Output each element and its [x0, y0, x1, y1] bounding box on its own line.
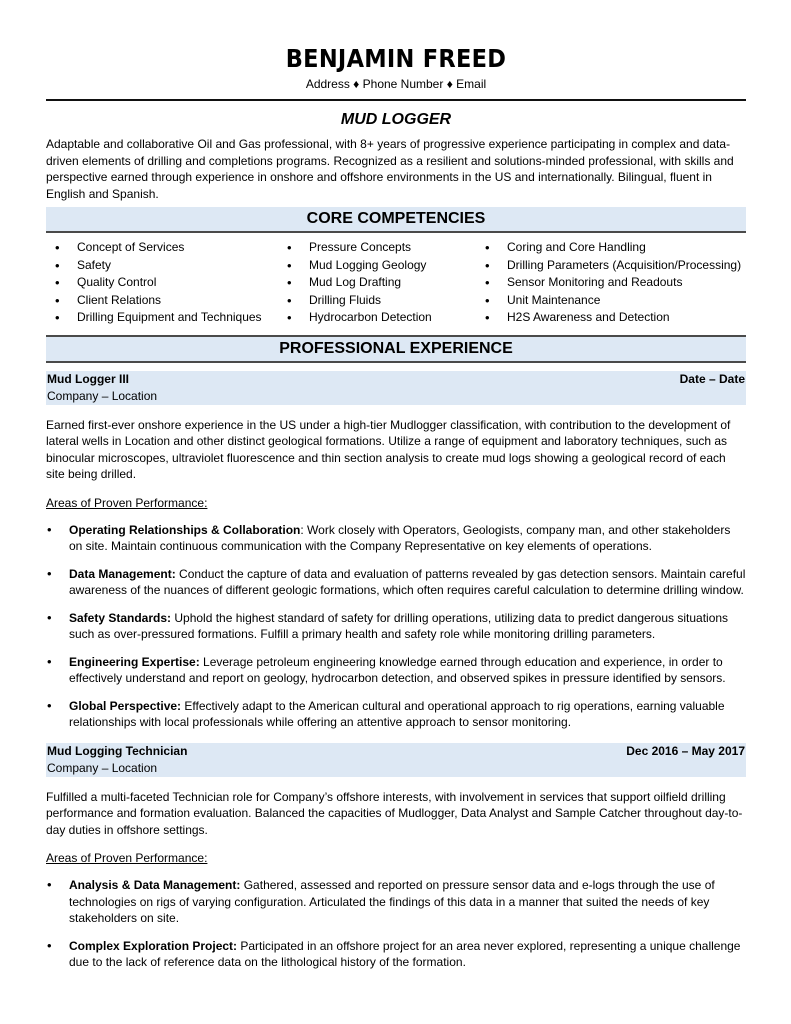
- achievement-heading: Complex Exploration Project:: [69, 938, 238, 953]
- role-description: Earned first-ever onshore experience in the US under a high-tier Mudlogger classification, with contribution to the development of lateral wells in Location and other distinct geological formations. Utilize a range of equipment and laboratory techniques, such as binocular microscopes, ultraviolet fluorescence and thin section analysis to create mud logs showing a geological record of each site being drilled.: [46, 417, 731, 481]
- competencies-column-3: [476, 239, 746, 327]
- competency-item: • Unit Maintenance: [476, 292, 746, 310]
- core-competencies-heading: CORE COMPETENCIES: [46, 207, 746, 233]
- competency-item: • Mud Logging Geology: [278, 257, 476, 275]
- achievement-item: [46, 610, 746, 643]
- competencies-list: [46, 239, 746, 327]
- competency-item: • Client Relations: [46, 292, 278, 310]
- competency-item: • Drilling Equipment and Techniques: [46, 309, 278, 327]
- achievements-list: [46, 522, 746, 731]
- professional-summary: Adaptable and collaborative Oil and Gas professional, with 8+ years of progressive experience participating in complex and data-driven elements of drilling and completions programs. Recognized as a resilient and solutions-minded professional, with skills and perspective earned through experience in onshore and offshore environments in the US and internationally. Bilingual, fluent in English and Spanish.: [46, 137, 734, 201]
- competencies-column-2: [278, 239, 476, 327]
- achievement-item: [46, 698, 746, 731]
- achievement-heading: Global Perspective:: [69, 698, 182, 713]
- competency-item: • Drilling Parameters (Acquisition/Processing): [476, 257, 746, 275]
- achievement-heading: Engineering Expertise:: [69, 654, 200, 669]
- competencies-column-1: [46, 239, 278, 327]
- competency-item: • Hydrocarbon Detection: [278, 309, 476, 327]
- achievement-heading: Data Management:: [69, 566, 176, 581]
- candidate-name: BENJAMIN FREED: [285, 44, 507, 73]
- competency-item: • Mud Log Drafting: [278, 274, 476, 292]
- competency-item: • Drilling Fluids: [278, 292, 476, 310]
- competency-item: • Coring and Core Handling: [476, 239, 746, 257]
- achievement-text: Participated in an offshore project for an area never explored, representing a unique challenge due to the lack of reference data on the lithological history of the formation.: [69, 938, 741, 969]
- competency-item: • Pressure Concepts: [278, 239, 476, 257]
- role-header: [46, 743, 746, 777]
- header-divider: [46, 99, 746, 101]
- achievement-heading: Safety Standards:: [69, 610, 172, 625]
- contact-line: Address ♦ Phone Number ♦ Email: [305, 77, 487, 91]
- achievement-text: Uphold the highest standard of safety for drilling operations, utilizing data to predict dangerous situations such as over-pressured formations. Fulfill a primary health and safety role while monitoring drilling parameters.: [69, 610, 729, 641]
- professional-experience-heading: PROFESSIONAL EXPERIENCE: [46, 335, 746, 363]
- competency-item: • Quality Control: [46, 274, 278, 292]
- achievement-item: [46, 938, 746, 971]
- areas-of-performance-label: Areas of Proven Performance:: [46, 851, 208, 865]
- achievement-item: [46, 522, 746, 555]
- achievements-list: [46, 877, 746, 971]
- achievement-text: Gathered, assessed and reported on pressure sensor data and e-logs through the use of technologies on rigs of varying configuration. Articulated the findings of this data in a manner that suited the needs of key stakeholders on site.: [69, 878, 715, 925]
- achievement-item: [46, 877, 746, 927]
- role-company: Company – Location: [47, 760, 158, 775]
- role-dates: Date – Date: [679, 371, 745, 386]
- achievement-heading: Analysis & Data Management:: [69, 878, 241, 892]
- competency-item: • Concept of Services: [46, 239, 278, 257]
- competency-item: • Sensor Monitoring and Readouts: [476, 274, 746, 292]
- role-description: Fulfilled a multi-faceted Technician role for Company’s offshore interests, with involvement in services that support oilfield drilling performance and formation evaluation. Balanced the capacities of Mudlogger, Data Analyst and Sample Catcher throughout day-to-day duties in offshore settings.: [46, 789, 743, 837]
- achievement-text: Work closely with Operators, Geologists, company man, and other stakeholders on site. Maintain continuous communication with the Company Representative on key elements of operations.: [69, 522, 731, 553]
- achievement-text: Leverage petroleum engineering knowledge earned through education and experience, in order to effectively understand and report on geology, hydrocarbon detection, and observed spikes in pressure identified by sensors.: [69, 654, 726, 685]
- achievement-separator: :: [300, 522, 304, 537]
- role-dates: Dec 2016 – May 2017: [626, 743, 745, 758]
- achievement-text: Effectively adapt to the American cultural and operational approach to rig operations, earning valuable relationships with local professionals while offering an attentive approach to sensor monitoring.: [69, 698, 725, 729]
- achievement-item: [46, 566, 746, 599]
- achievement-item: [46, 654, 746, 687]
- role-title: Mud Logger III: [47, 371, 129, 386]
- role-company: Company – Location: [47, 388, 158, 403]
- role-title: Mud Logging Technician: [47, 743, 188, 758]
- achievement-text: Conduct the capture of data and evaluation of patterns revealed by gas detection sensors. Maintain careful awareness of the nuances of different geologic formations, which often requires careful calculation to determine drilling window.: [69, 566, 746, 597]
- competency-item: • Safety: [46, 257, 278, 275]
- resume-page: [46, 0, 746, 982]
- role-header: [46, 371, 746, 405]
- competency-item: • H2S Awareness and Detection: [476, 309, 746, 327]
- achievement-heading: Operating Relationships & Collaboration: [69, 522, 301, 537]
- areas-of-performance-label: Areas of Proven Performance:: [46, 495, 208, 510]
- target-job-title: MUD LOGGER: [340, 111, 452, 128]
